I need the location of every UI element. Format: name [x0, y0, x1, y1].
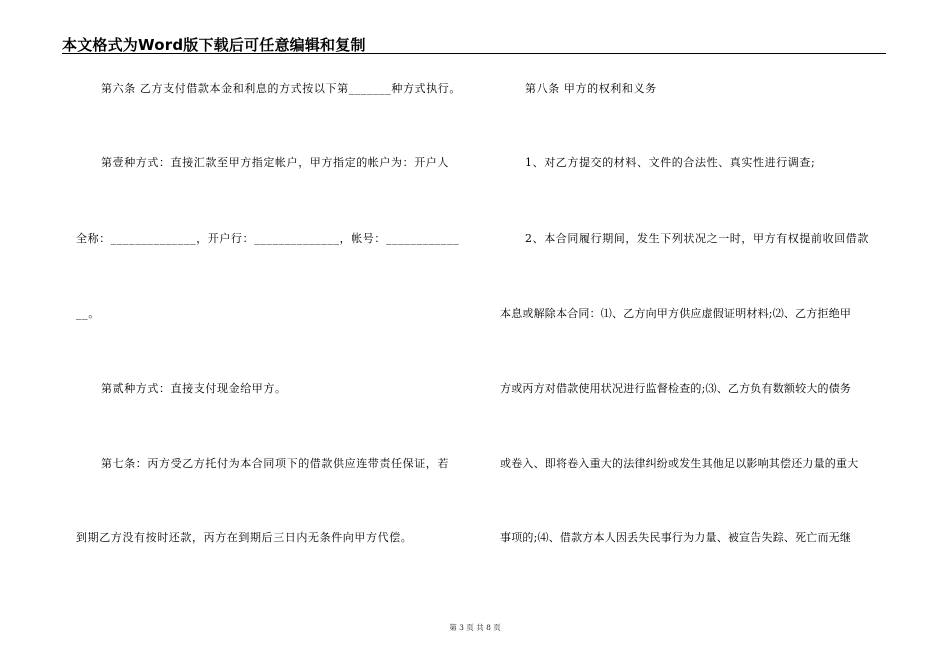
right-line-5: 方或丙方对借款使用状况进行监督检查的;⑶、乙方负有数额较大的债务 — [500, 382, 852, 395]
left-line-6: 第七条：丙方受乙方托付为本合同项下的借款供应连带责任保证，若 — [101, 457, 449, 470]
document-header-title: 本文格式为Word版下载后可任意编辑和复制 — [62, 36, 366, 54]
left-line-1: 第六条 乙方支付借款本金和利息的方式按以下第_______种方式执行。 — [101, 82, 461, 95]
page-number: 第 3 页 共 8 页 — [449, 623, 501, 632]
left-line-4: __。 — [76, 307, 100, 320]
header-divider — [62, 53, 886, 54]
right-line-7: 事项的;⑷、借款方本人因丢失民事行为力量、被宣告失踪、死亡而无继 — [500, 531, 852, 544]
right-line-6: 或卷入、即将卷入重大的法律纠纷或发生其他足以影响其偿还力量的重大 — [500, 457, 859, 470]
right-line-1: 第八条 甲方的权利和义务 — [525, 82, 657, 95]
right-line-2: 1、对乙方提交的材料、文件的合法性、真实性进行调查; — [525, 156, 816, 169]
right-line-4: 本息或解除本合同：⑴、乙方向甲方供应虚假证明材料;⑵、乙方拒绝甲 — [500, 307, 852, 320]
left-line-7: 到期乙方没有按时还款，丙方在到期后三日内无条件向甲方代偿。 — [76, 531, 413, 544]
right-line-3: 2、本合同履行期间，发生下列状况之一时，甲方有权提前收回借款 — [525, 232, 869, 245]
left-line-2: 第壹种方式：直接汇款至甲方指定帐户，甲方指定的帐户为：开户人 — [101, 156, 449, 169]
left-line-5: 第贰种方式：直接支付现金给甲方。 — [101, 382, 287, 395]
left-line-3: 全称：______________，开户行：______________，帐号：____________ — [76, 232, 460, 245]
